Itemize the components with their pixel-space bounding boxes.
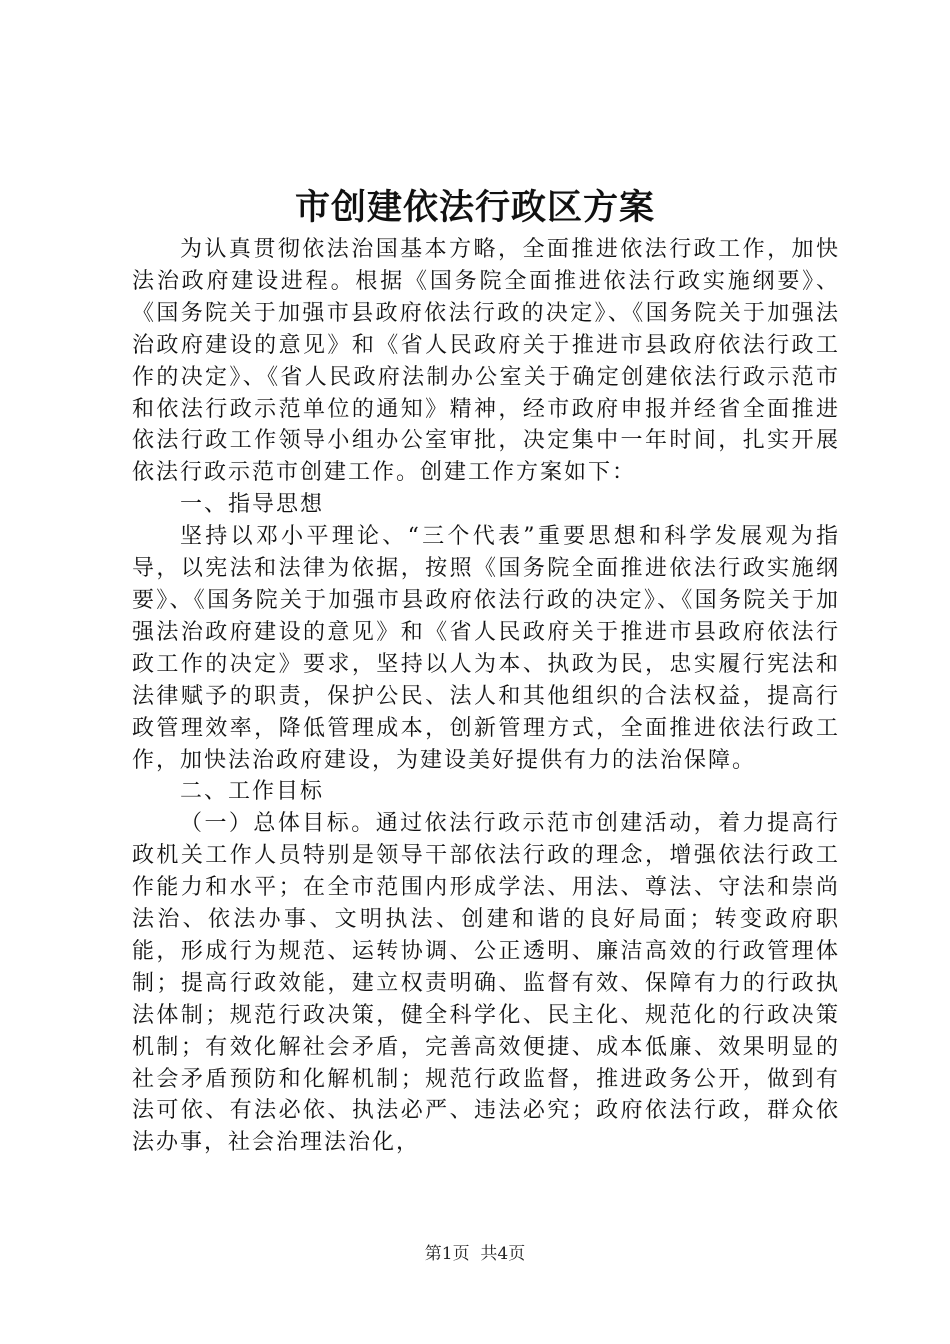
- page-total: 共4页: [480, 1244, 526, 1264]
- page-number: 第1页: [424, 1244, 470, 1264]
- document-title: 市创建依法行政区方案: [294, 187, 655, 228]
- document-body: [132, 234, 840, 1159]
- section-heading-work-goals: 二、工作目标: [180, 779, 325, 805]
- section-heading-guiding-thought: 一、指导思想: [180, 492, 325, 518]
- guiding-thought-paragraph: 坚持以邓小平理论、“三个代表”重要思想和科学发展观为指导，以宪法和法律为依据，按照《国务院全面推进依法行政实施纲要》、《国务院关于加强市县政府依法行政的决定》、《国务院关于加强法治政府建设的意见》和《省人民政府关于推进市县政府依法行政工作的决定》要求，坚持以人为本、执政为民，忠实履行宪法和法律赋予的职责，保护公民、法人和其他组织的合法权益，提高行政管理效率，降低管理成本，创新管理方式，全面推进依法行政工作，加快法治政府建设，为建设美好提供有力的法治保障。: [132, 524, 840, 773]
- intro-paragraph: 为认真贯彻依法治国基本方略，全面推进依法行政工作，加快法治政府建设进程。根据《国务院全面推进依法行政实施纲要》、《国务院关于加强市县政府依法行政的决定》、《国务院关于加强法治政府建设的意见》和《省人民政府关于推进市县政府依法行政工作的决定》、《省人民政府法制办公室关于确定创建依法行政示范市和依法行政示范单位的通知》精神，经市政府申报并经省全面推进依法行政工作领导小组办公室审批，决定集中一年时间，扎实开展依法行政示范市创建工作。创建工作方案如下：: [132, 237, 840, 486]
- page-footer: [0, 1242, 950, 1266]
- overall-goal-paragraph: （一）总体目标。通过依法行政示范市创建活动，着力提高行政机关工作人员特别是领导干部依法行政的理念，增强依法行政工作能力和水平；在全市范围内形成学法、用法、尊法、守法和崇尚法治、依法办事、文明执法、创建和谐的良好局面；转变政府职能，形成行为规范、运转协调、公正透明、廉洁高效的行政管理体制；提高行政效能，建立权责明确、监督有效、保障有力的行政执法体制；规范行政决策，健全科学化、民主化、规范化的行政决策机制；有效化解社会矛盾，完善高效便捷、成本低廉、效果明显的社会矛盾预防和化解机制；规范行政监督，推进政务公开，做到有法可依、有法必依、执法必严、违法必究；政府依法行政，群众依法办事，社会治理法治化，: [132, 811, 840, 1156]
